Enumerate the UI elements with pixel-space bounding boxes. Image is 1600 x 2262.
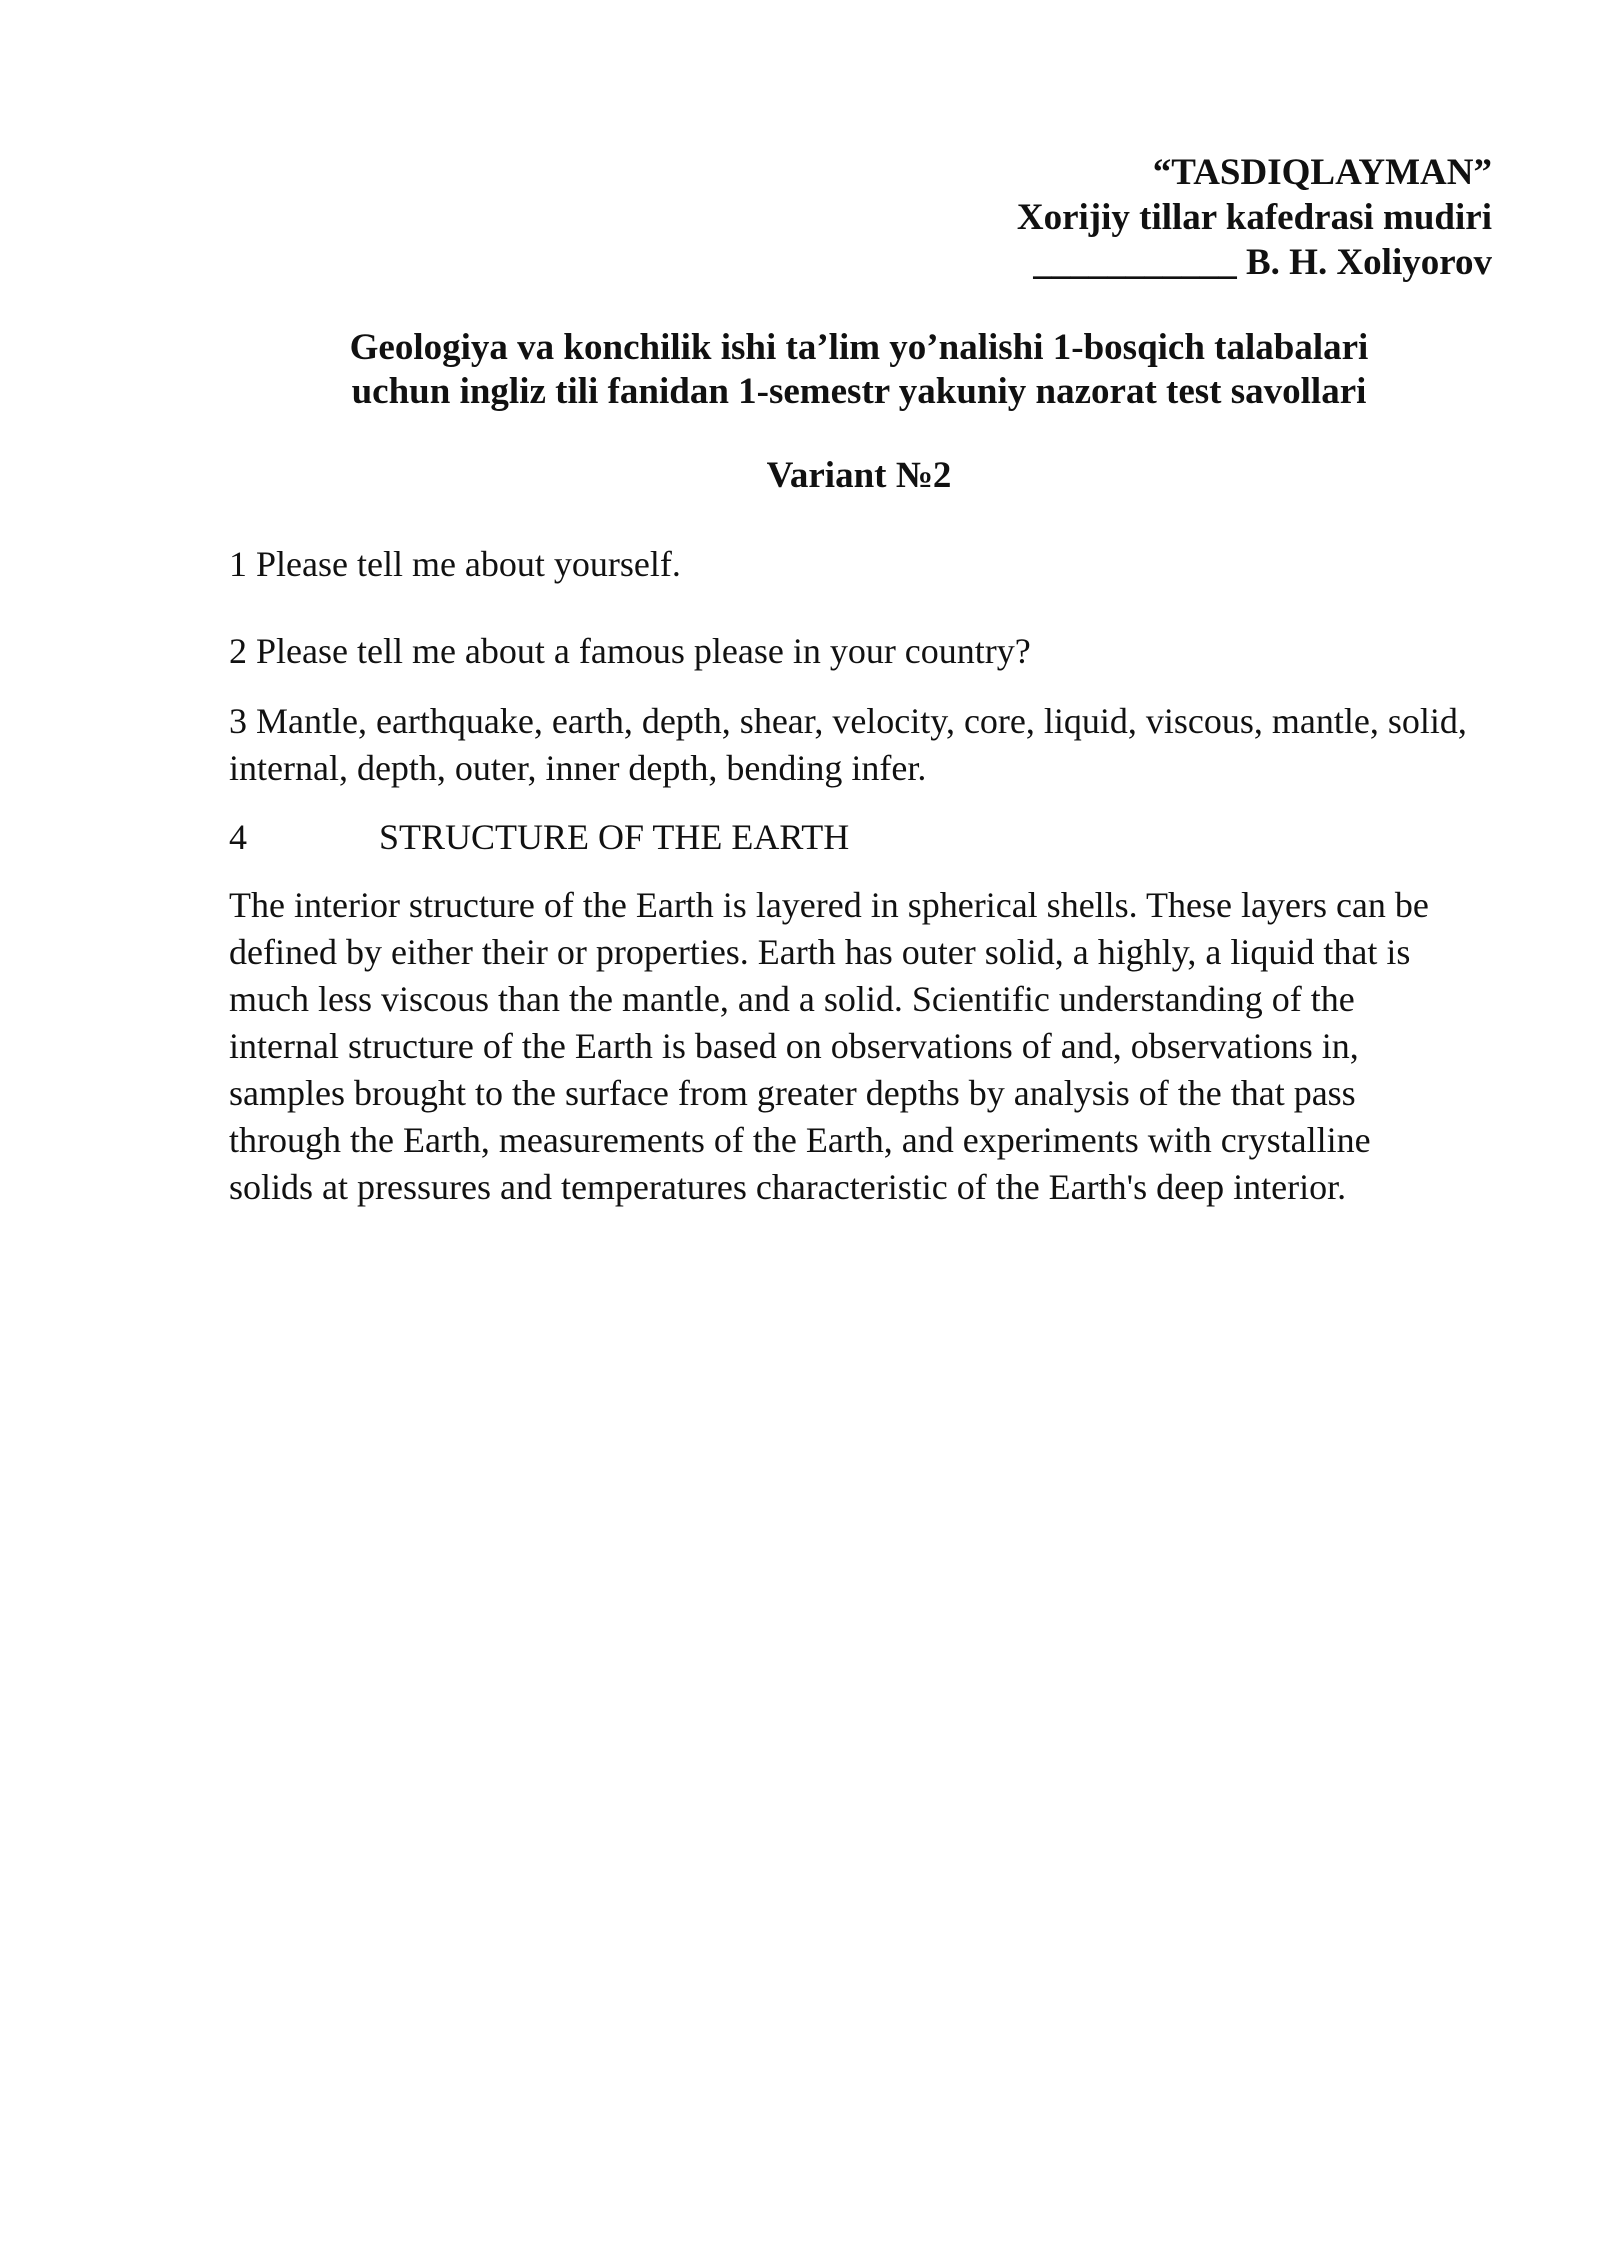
question-2: 2 Please tell me about a famous please in your country? — [229, 631, 1031, 671]
question-1: 1 Please tell me about yourself. — [229, 544, 681, 584]
paragraph-line: internal structure of the Earth is based on observations of and, observations in, — [229, 1026, 1359, 1066]
question-4 — [229, 814, 1499, 861]
paragraph-line: samples brought to the surface from greater depths by analysis of the that pass — [229, 1073, 1356, 1113]
paragraph-line: The interior structure of the Earth is layered in spherical shells. These layers can be — [229, 885, 1429, 925]
paragraph-line: solids at pressures and temperatures characteristic of the Earth's deep interior. — [229, 1167, 1347, 1207]
title-line-1: Geologiya va konchilik ishi ta’lim yo’nalishi 1-bosqich talabalari — [349, 327, 1369, 368]
question-4-number: 4 — [229, 817, 247, 857]
question-3: 3 Mantle, earthquake, earth, depth, shear, velocity, core, liquid, viscous, mantle, solid, internal, depth, outer, inner depth, bending infer. — [229, 701, 1467, 788]
approval-position: Xorijiy tillar kafedrasi mudiri — [1016, 197, 1492, 238]
approval-block — [1017, 150, 1492, 285]
approval-heading: “TASDIQLAYMAN” — [1152, 152, 1492, 193]
paragraph-line: much less viscous than the mantle, and a solid. Scientific understanding of the — [229, 979, 1355, 1019]
document-title — [229, 326, 1489, 414]
approval-signature-line: ___________ B. H. Xoliyorov — [1033, 242, 1492, 283]
reading-paragraph — [229, 882, 1509, 1211]
variant-heading: Variant №2 — [766, 455, 952, 496]
question-4-heading: STRUCTURE OF THE EARTH — [379, 817, 850, 857]
paragraph-line: defined by either their or properties. Earth has outer solid, a highly, a liquid that is — [229, 932, 1411, 972]
title-line-2: uchun ingliz tili fanidan 1-semestr yakuniy nazorat test savollari — [351, 371, 1367, 412]
paragraph-line: through the Earth, measurements of the Earth, and experiments with crystalline — [229, 1120, 1371, 1160]
